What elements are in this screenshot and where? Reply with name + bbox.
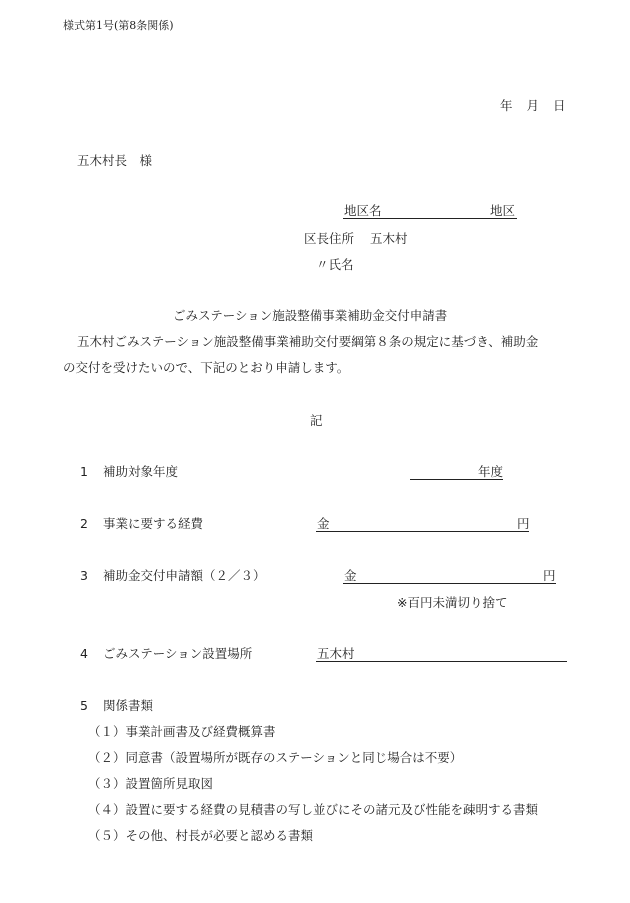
date-month: 月 (526, 98, 540, 113)
item-3-underline (343, 583, 556, 584)
body-line-2: の交付を受けたいので、下記のとおり申請します。 (63, 360, 350, 375)
address-value: 五木村 (370, 231, 408, 246)
item-1-label: 補助対象年度 (103, 464, 179, 479)
date-line (500, 100, 566, 113)
address-label: 区長住所 (304, 231, 355, 246)
item-2-label: 事業に要する経費 (103, 516, 204, 531)
district-label: 地区名 (344, 203, 382, 218)
name-label: 〃氏名 (316, 257, 354, 272)
document-5: （５）その他、村長が必要と認める書類 (88, 828, 314, 843)
district-underline (343, 218, 517, 219)
item-3-prefix: 金 (344, 568, 357, 583)
item-4-label: ごみステーション設置場所 (103, 646, 253, 661)
addressee: 五木村長 様 (77, 153, 153, 168)
item-3-suffix: 円 (543, 568, 556, 583)
date-year: 年 (500, 98, 513, 113)
body-line-1: 五木村ごみステーション施設整備事業補助交付要綱第８条の規定に基づき、補助金 (77, 334, 539, 349)
item-2-prefix: 金 (317, 516, 330, 531)
item-1-number: 1 (80, 464, 88, 479)
document-3: （３）設置箇所見取図 (88, 776, 214, 791)
district-suffix: 地区 (490, 203, 516, 218)
document-4: （４）設置に要する経費の見積書の写し並びにその諸元及び性能を疎明する書類 (88, 802, 539, 817)
date-day: 日 (553, 98, 566, 113)
item-4-prefix: 五木村 (317, 646, 355, 661)
item-1-suffix: 年度 (478, 464, 504, 479)
item-5-label: 関係書類 (103, 698, 154, 713)
item-3-label: 補助金交付申請額（２／３） (103, 568, 266, 583)
ki-heading: 記 (310, 413, 323, 428)
document-1: （１）事業計画書及び経費概算書 (88, 724, 276, 739)
document-title: ごみステーション施設整備事業補助金交付申請書 (173, 308, 448, 323)
item-5-number: 5 (80, 698, 88, 713)
item-2-number: 2 (80, 516, 88, 531)
form-label: 様式第1号(第8条関係) (63, 19, 174, 32)
item-3-number: 3 (80, 568, 88, 583)
item-4-number: 4 (80, 646, 88, 661)
item-2-underline (316, 531, 529, 532)
document-2: （２）同意書（設置場所が既存のステーションと同じ場合は不要） (88, 750, 463, 765)
item-1-underline (410, 479, 503, 480)
item-4-underline (316, 661, 567, 662)
item-3-note: ※百円未満切り捨て (397, 595, 508, 610)
item-2-suffix: 円 (517, 516, 530, 531)
